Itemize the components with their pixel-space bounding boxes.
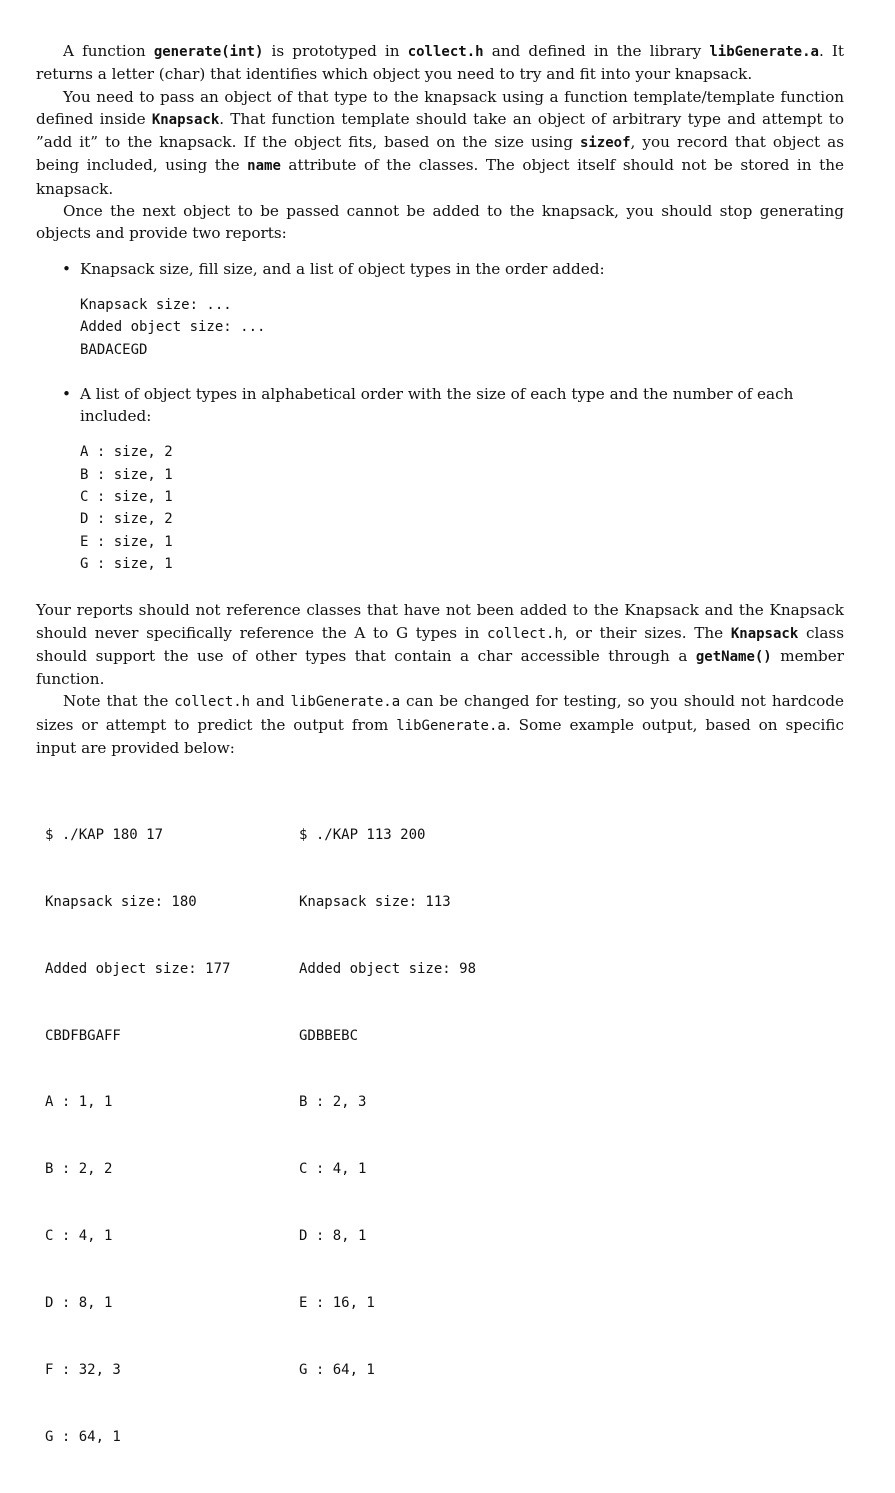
- terminal-line: CBDFBGAFF: [45, 1027, 121, 1044]
- text-run: member function.: [36, 646, 844, 689]
- bullet-text: Knapsack size, fill size, and a list of object types in the order added:: [80, 259, 605, 278]
- code-line: E : size, 1: [80, 533, 173, 550]
- code-libgenerate: libGenerate.a: [396, 717, 506, 734]
- terminal-line: A : 1, 1: [45, 1094, 113, 1111]
- terminal-line: Knapsack size: 113: [299, 893, 451, 910]
- terminal-line: G : 64, 1: [45, 1428, 121, 1445]
- code-collect-h: collect.h: [487, 625, 563, 642]
- example-output-right: [299, 779, 476, 1493]
- code-line: Added object size: ...: [80, 319, 266, 336]
- code-libgenerate: libGenerate.a: [290, 694, 401, 711]
- document-page: [36, 40, 844, 1493]
- text-run: and defined in the library: [483, 42, 710, 60]
- bullet-dot-icon: •: [62, 259, 71, 278]
- terminal-line: E : 16, 1: [299, 1295, 375, 1312]
- code-line: C : size, 1: [80, 489, 173, 506]
- text-run: . That function template should take an object of arbitrary type and attempt to ”add it” to the knapsack. If the object fits, based on the size using: [36, 109, 844, 152]
- code-line: A : size, 2: [80, 444, 173, 461]
- intro-paragraph-1: [36, 40, 844, 86]
- code-collect-h: collect.h: [174, 694, 251, 711]
- code-knapsack: Knapsack: [730, 625, 799, 642]
- terminal-line: G : 64, 1: [299, 1362, 375, 1379]
- code-line: G : size, 1: [80, 555, 173, 572]
- example-output-columns: [36, 779, 844, 1493]
- text-run: Note that the: [63, 692, 175, 711]
- terminal-line: B : 2, 2: [45, 1161, 113, 1178]
- text-run: can be changed for testing, so you should not hardcode sizes or attempt to predict the output from: [36, 692, 845, 734]
- code-line: D : size, 2: [80, 511, 173, 528]
- text-run: , you record that object as being included, using the: [36, 133, 844, 175]
- code-line: B : size, 1: [80, 466, 173, 483]
- code-knapsack: Knapsack: [151, 111, 220, 128]
- bullet-text: A list of object types in alphabetical order with the size of each type and the number of each included:: [80, 384, 794, 426]
- outro-paragraph-1: [36, 599, 844, 690]
- text-run: A function: [63, 42, 154, 60]
- terminal-line: B : 2, 3: [299, 1094, 367, 1111]
- intro-paragraph-3: Once the next object to be passed cannot be added to the knapsack, you should stop generating objects and provide two reports:: [36, 202, 844, 243]
- terminal-line: D : 8, 1: [299, 1228, 367, 1245]
- terminal-line: C : 4, 1: [299, 1161, 367, 1178]
- code-block-report-2: [36, 441, 844, 575]
- bullet-item-1: [36, 258, 844, 280]
- terminal-line: C : 4, 1: [45, 1228, 113, 1245]
- terminal-line: $ ./KAP 180 17: [45, 826, 164, 843]
- terminal-line: $ ./KAP 113 200: [299, 826, 426, 843]
- text-run: You need to pass an object of that type to the knapsack using a function template/template function defined inside: [36, 87, 844, 128]
- terminal-line: GDBBEBC: [299, 1027, 359, 1044]
- text-run: and: [250, 692, 291, 711]
- terminal-line: Added object size: 98: [299, 960, 477, 977]
- text-run: is prototyped in: [263, 42, 408, 60]
- bullet-dot-icon: •: [62, 384, 71, 403]
- terminal-line: Added object size: 177: [45, 960, 231, 977]
- bullet-item-2: [36, 383, 844, 428]
- code-line: BADACEGD: [80, 341, 148, 358]
- text-run: , or their sizes. The: [562, 623, 731, 642]
- code-libgenerate: libGenerate.a: [709, 44, 819, 60]
- code-collect-h: collect.h: [407, 44, 484, 60]
- outro-paragraph-2: [36, 690, 844, 759]
- text-run: class should support the use of other types that contain a char accessible through a: [36, 623, 844, 665]
- terminal-line: Knapsack size: 180: [45, 893, 197, 910]
- text-run: Your reports should not reference classes that have not been added to the Knapsack and the Knapsack should never specifically reference the A to G types in: [36, 601, 844, 642]
- code-sizeof: sizeof: [579, 135, 631, 152]
- code-generate: generate(int): [153, 44, 264, 60]
- code-getname: getName(): [695, 648, 772, 665]
- code-block-report-1: [36, 294, 844, 361]
- intro-paragraph-2: [36, 86, 844, 200]
- text-run: attribute of the classes. The object itself should not be stored in the knapsack.: [36, 156, 844, 198]
- example-output-left: [45, 779, 299, 1493]
- text-run: . It returns a letter (char) that identifies which object you need to try and fit into your knapsack.: [36, 42, 844, 84]
- terminal-line: F : 32, 3: [45, 1362, 121, 1379]
- terminal-line: D : 8, 1: [45, 1295, 113, 1312]
- code-name: name: [247, 158, 281, 175]
- text-run: . Some example output, based on specific input are provided below:: [36, 715, 845, 758]
- code-line: Knapsack size: ...: [80, 296, 232, 313]
